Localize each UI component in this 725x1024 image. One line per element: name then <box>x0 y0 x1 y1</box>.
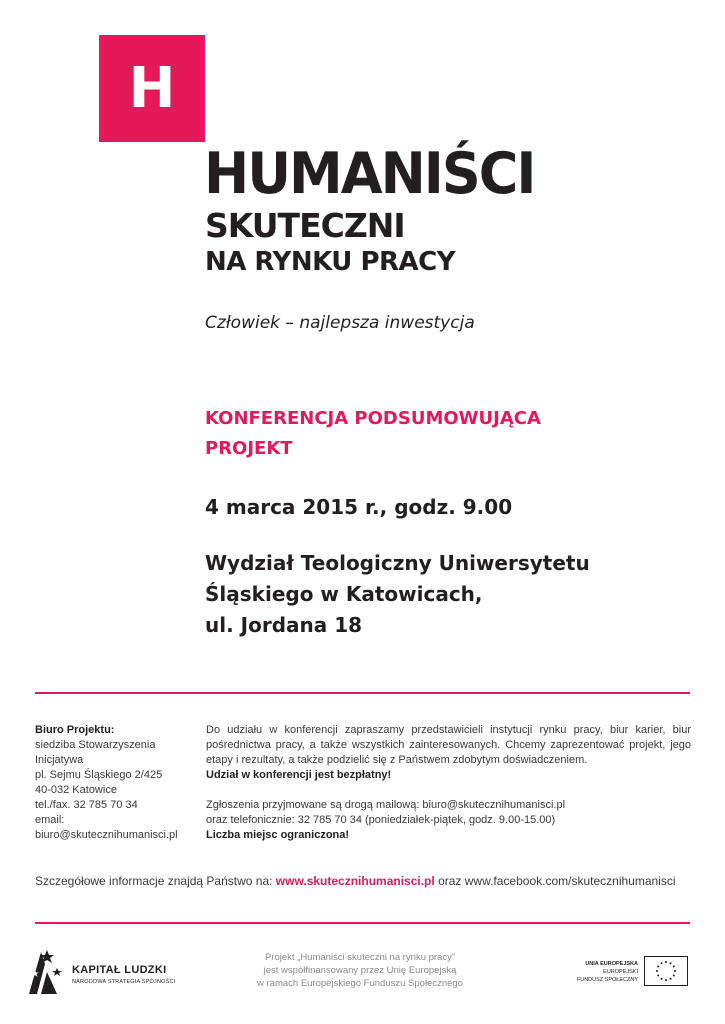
project-note-line: jest współfinansowany przez Unię Europejską <box>263 965 457 976</box>
kapital-ludzki-logo-icon <box>27 946 67 996</box>
title-line-2: SKUTECZNI <box>205 206 405 245</box>
office-line: Inicjatywa <box>35 754 84 766</box>
office-line: 40-032 Katowice <box>35 784 117 796</box>
info-prefix: Szczegółowe informacje znajdą Państwo na: <box>35 874 276 888</box>
eu-flag-icon <box>644 956 688 986</box>
office-line: siedziba Stowarzyszenia <box>35 739 156 751</box>
eu-stars-icon <box>645 957 687 985</box>
office-line: email: <box>35 814 65 826</box>
invitation-text <box>206 723 691 843</box>
h-logo <box>99 35 205 142</box>
event-date: 4 marca 2015 r., godz. 9.00 <box>205 495 513 519</box>
info-suffix: oraz www.facebook.com/skutecznihumanisci <box>434 874 676 888</box>
free-entry-note: Udział w konferencji jest bezpłatny! <box>206 769 392 781</box>
registration-email: Zgłoszenia przyjmowane są drogą mailową: biuro@skutecznihumanisci.pl <box>206 799 566 811</box>
office-heading: Biuro Projektu: <box>35 724 115 736</box>
conference-line-2: PROJEKT <box>205 438 293 459</box>
office-line: tel./fax. 32 785 70 34 <box>35 799 138 811</box>
office-info <box>35 723 195 843</box>
project-funding-note <box>235 951 485 990</box>
venue-line-1: Wydział Teologiczny Uniwersytetu <box>205 551 590 575</box>
more-info <box>35 873 695 889</box>
eu-line-2: EUROPEJSKI <box>603 969 638 975</box>
title-line-3: NA RYNKU PRACY <box>205 247 456 277</box>
registration-phone: oraz telefonicznie: 32 785 70 34 (poniedziałek-piątek, godz. 9.00-15.00) <box>206 814 556 826</box>
kapital-ludzki-title: KAPITAŁ LUDZKI <box>72 964 167 976</box>
office-line: pl. Sejmu Śląskiego 2/425 <box>35 769 163 781</box>
title-line-1: HUMANIŚCI <box>204 140 535 207</box>
invitation-paragraph: Do udziału w konferencji zapraszamy przedstawicieli instytucji rynku pracy, biur karier, biur pośrednictwa pracy, a także wszystkich zainteresowanych. Chcemy zaprezentować projekt, jego etapy i rezultaty, a także podzielić się z Państwem zdobytym doświadczeniem. <box>206 724 691 766</box>
venue-line-3: ul. Jordana 18 <box>205 613 363 637</box>
kapital-ludzki-subtitle: NARODOWA STRATEGIA SPÓJNOŚCI <box>72 979 176 985</box>
eu-caption <box>560 960 638 984</box>
conference-heading <box>205 404 625 464</box>
divider-bottom <box>35 922 690 924</box>
divider-top <box>35 692 690 694</box>
office-email[interactable]: biuro@skutecznihumanisci.pl <box>35 829 178 841</box>
limited-seats-note: Liczba miejsc ograniczona! <box>206 829 350 841</box>
h-logo-letter: H <box>128 55 176 121</box>
eu-line-3: FUNDUSZ SPOŁECZNY <box>576 977 638 983</box>
eu-title: UNIA EUROPEJSKA <box>585 961 638 967</box>
project-note-line: Projekt „Humaniści skuteczni na rynku pracy” <box>264 952 456 963</box>
venue-line-2: Śląskiego w Katowicach, <box>205 582 483 606</box>
website-link[interactable]: www.skutecznihumanisci.pl <box>275 874 435 888</box>
conference-line-1: KONFERENCJA PODSUMOWUJĄCA <box>205 408 541 429</box>
project-note-line: w ramach Europejskiego Funduszu Społecznego <box>257 978 463 989</box>
event-venue <box>205 548 655 641</box>
tagline: Człowiek – najlepsza inwestycja <box>205 313 475 333</box>
